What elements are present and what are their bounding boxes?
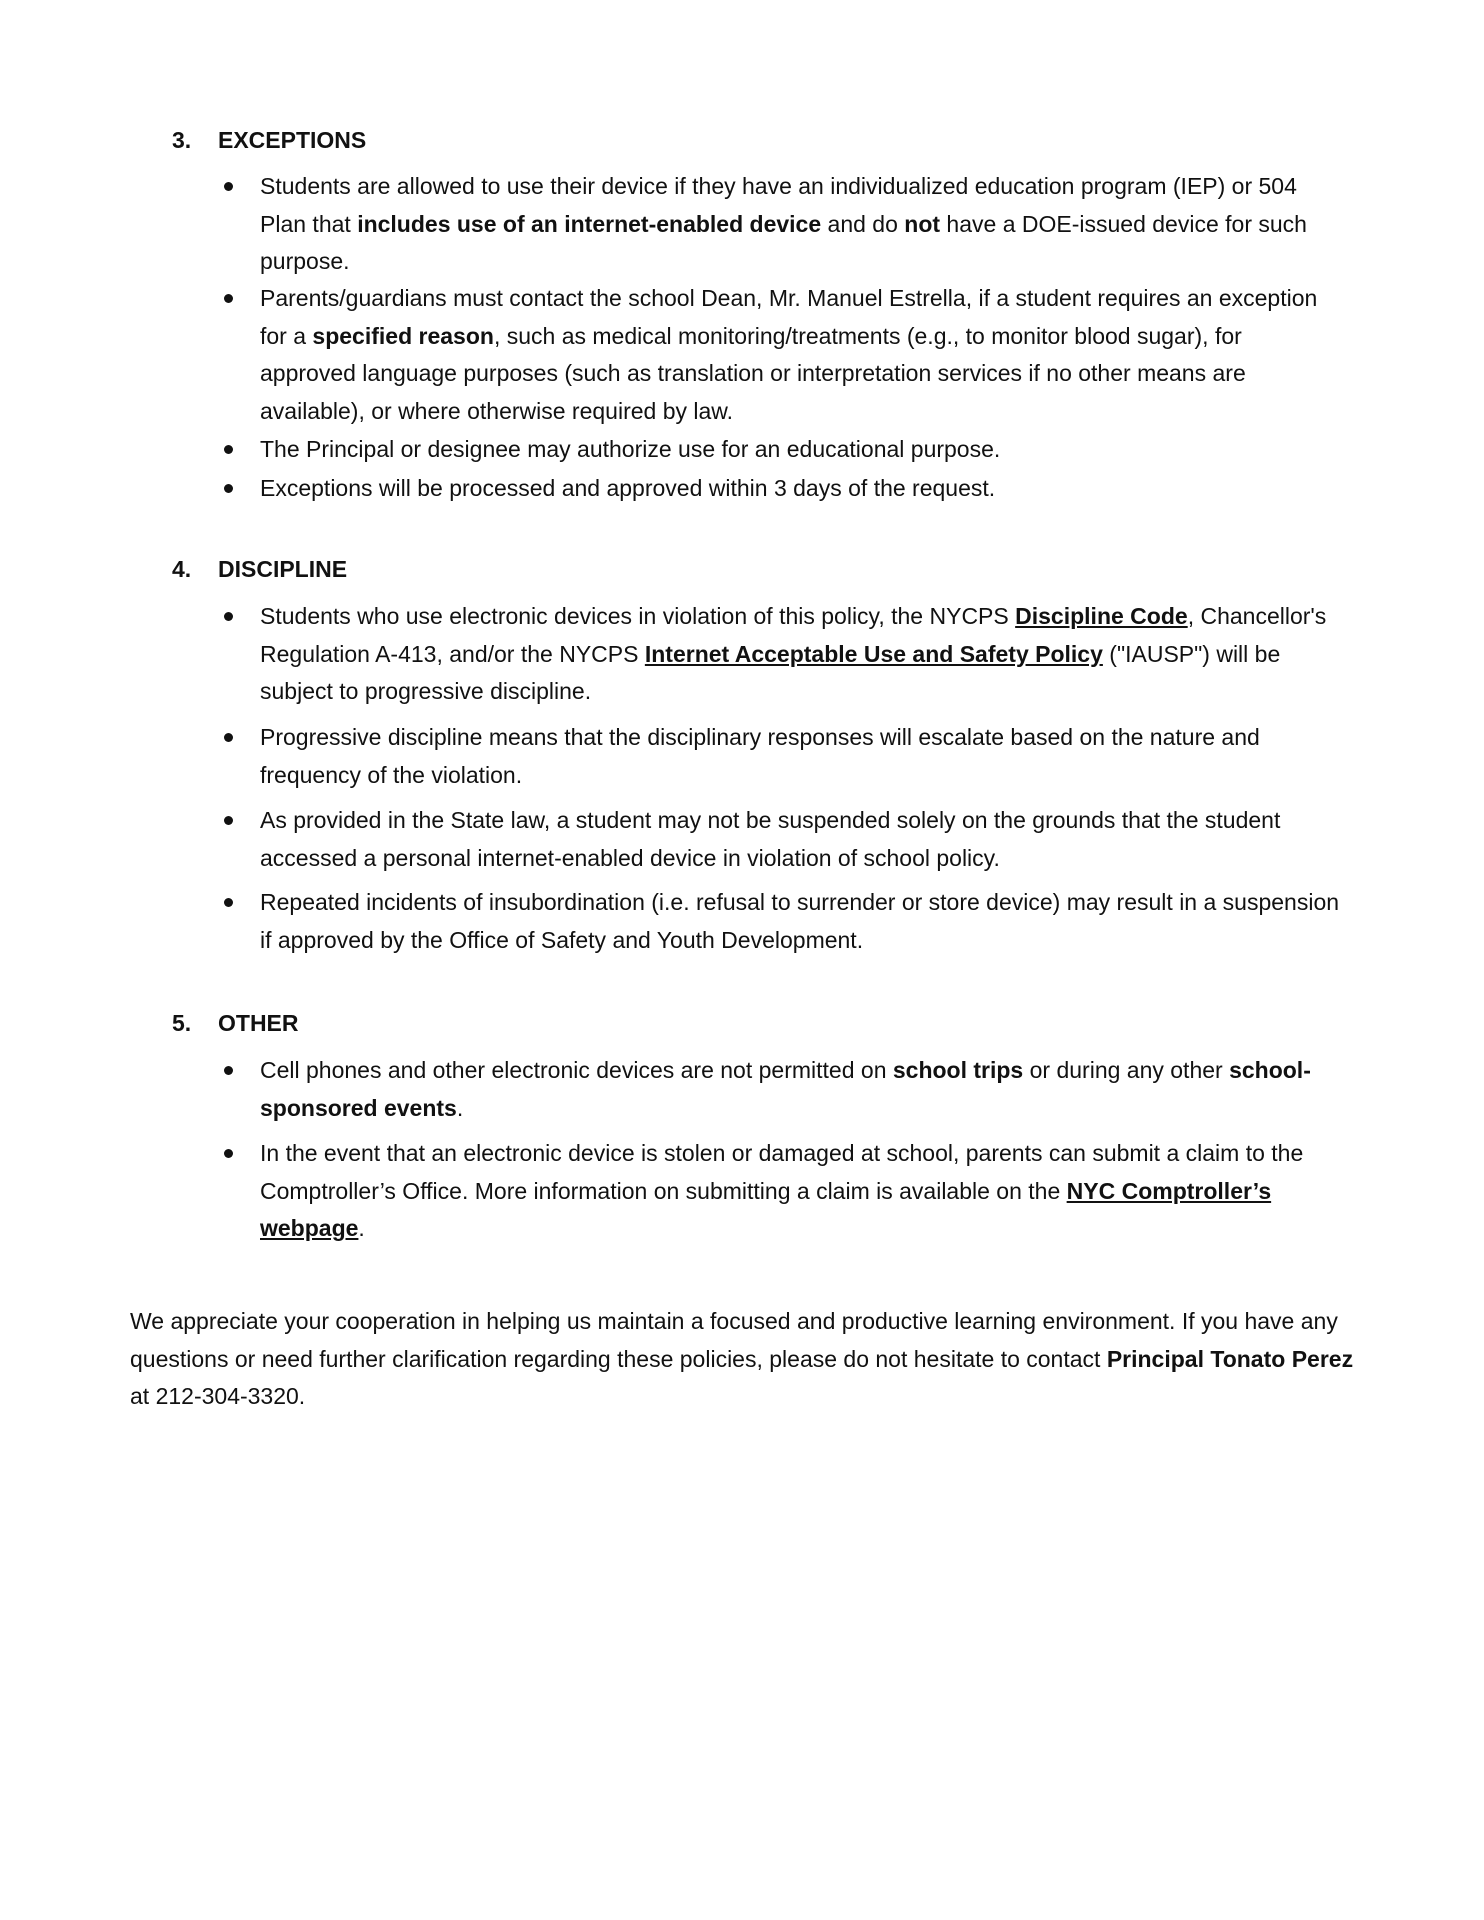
bullet-icon	[224, 294, 233, 303]
discipline-title: DISCIPLINE	[218, 556, 348, 582]
other-title: OTHER	[218, 1010, 299, 1036]
discipline-heading	[172, 551, 347, 589]
bold-text: school-sponsored events	[260, 1057, 1311, 1121]
exceptions-number: 3.	[172, 127, 192, 153]
list-item: Students who use electronic devices in violation of this policy, the NYCPS Discipline Code, Chancellor's Regulation A-413, and/or the NYCPS Internet Acceptable Use and Safety Policy ("IAUSP") will be subject to progressive discipline.	[260, 598, 1340, 711]
principal-name: Principal Tonato Perez	[1106, 1345, 1354, 1372]
exceptions-heading	[172, 122, 366, 160]
list-item: Exceptions will be processed and approved within 3 days of the request.	[260, 470, 1340, 508]
bold-text: includes use of an internet-enabled device	[357, 210, 822, 237]
list-item: Parents/guardians must contact the school Dean, Mr. Manuel Estrella, if a student requires an exception for a specified reason, such as medical monitoring/treatments (e.g., to monitor blood sugar), for approved language purposes (such as translation or interpretation services if no other means are available), or where otherwise required by law.	[260, 280, 1340, 430]
bullet-icon	[224, 733, 233, 742]
list-item: Progressive discipline means that the disciplinary responses will escalate based on the nature and frequency of the violation.	[260, 719, 1340, 794]
exceptions-title: EXCEPTIONS	[218, 127, 367, 153]
discipline-code-link[interactable]: Discipline Code	[1015, 603, 1188, 629]
iausp-link[interactable]: Internet Acceptable Use and Safety Policy	[644, 640, 1103, 667]
list-item: In the event that an electronic device is stolen or damaged at school, parents can submit a claim to the Comptroller’s Office. More information on submitting a claim is available on the NYC Comptroller’s webpage.	[260, 1135, 1340, 1248]
comptroller-webpage-link[interactable]: NYC Comptroller’s webpage	[260, 1177, 1272, 1241]
list-item: As provided in the State law, a student may not be suspended solely on the grounds that the student accessed a personal internet-enabled device in violation of school policy.	[260, 802, 1340, 877]
list-item: Repeated incidents of insubordination (i.e. refusal to surrender or store device) may result in a suspension if approved by the Office of Safety and Youth Development.	[260, 884, 1340, 959]
bullet-icon	[224, 898, 233, 907]
bullet-icon	[224, 182, 233, 191]
bullet-icon	[224, 816, 233, 825]
bold-text: specified reason	[312, 322, 494, 349]
discipline-number: 4.	[172, 556, 192, 582]
list-item: The Principal or designee may authorize use for an educational purpose.	[260, 431, 1340, 469]
bullet-icon	[224, 445, 233, 454]
bold-text: school trips	[892, 1057, 1024, 1083]
other-heading	[172, 1005, 299, 1043]
list-item: Students are allowed to use their device if they have an individualized education program (IEP) or 504 Plan that includes use of an internet-enabled device and do not have a DOE-issued device for such purpose.	[260, 168, 1340, 281]
bullet-icon	[224, 612, 233, 621]
closing-paragraph: We appreciate your cooperation in helping us maintain a focused and productive learning environment. If you have any questions or need further clarification regarding these policies, please do not hesitate to contact Principal Tonato Perez at 212-304-3320.	[130, 1308, 1354, 1409]
bold-text: not	[904, 210, 941, 237]
bullet-icon	[224, 1066, 233, 1075]
bullet-icon	[224, 484, 233, 493]
bullet-icon	[224, 1149, 233, 1158]
other-number: 5.	[172, 1010, 192, 1036]
list-item: Cell phones and other electronic devices are not permitted on school trips or during any other school-sponsored events.	[260, 1052, 1340, 1127]
